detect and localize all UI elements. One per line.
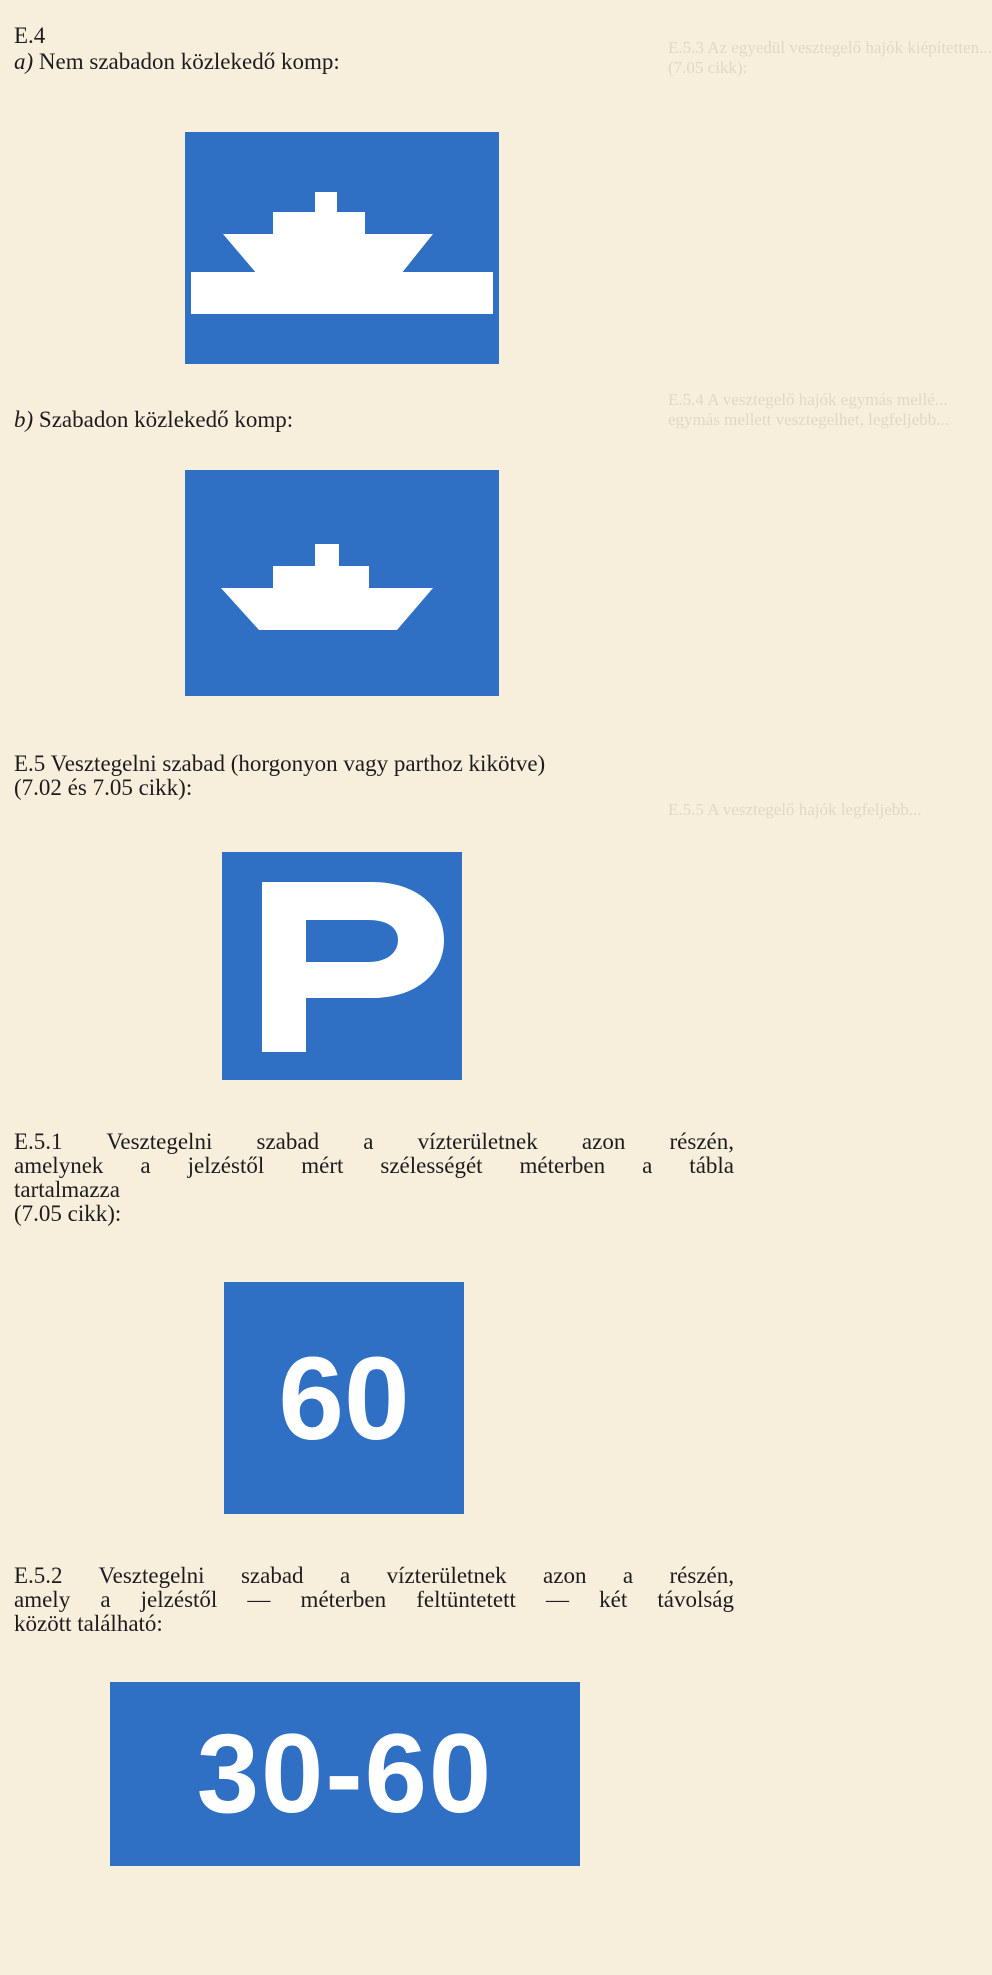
e4a-caption <box>14 50 340 74</box>
sign-anchoring-distance-range <box>110 1682 580 1866</box>
e51-line4: (7.05 cikk): <box>14 1201 122 1226</box>
e5-line2: (7.02 és 7.05 cikk): <box>14 775 193 800</box>
e4b-caption <box>14 408 293 432</box>
ghost-text-5: E.5.5 A vesztegelő hajók legfeljebb... <box>668 800 922 819</box>
e51-line1: E.5.1 Vesztegelni szabad a vízterületnek azon részén, <box>14 1129 734 1154</box>
sign-free-ferry <box>185 470 499 696</box>
ghost-text-1: E.5.3 Az egyedül vesztegelő hajók kiépítetten... <box>668 38 992 57</box>
ferry-cabin-shape <box>273 566 369 588</box>
e4a-text: Nem szabadon közlekedő komp: <box>38 49 340 74</box>
ghost-text-3: E.5.4 A vesztegelő hajók egymás mellé... <box>668 390 948 409</box>
ferry-cable-band <box>191 272 493 314</box>
e51-line2: amelynek a jelzéstől mért szélességét méterben a tábla <box>14 1153 734 1178</box>
e52-line3: között található: <box>14 1611 163 1636</box>
heading-e4: E.4 <box>14 23 46 48</box>
parking-p-glyph <box>262 882 444 1052</box>
e51-line3: tartalmazza <box>14 1177 120 1202</box>
sign-non-free-ferry <box>185 132 499 364</box>
e4b-label: b) <box>14 407 34 432</box>
ghost-text-2: (7.05 cikk): <box>668 58 748 77</box>
e4b-text: Szabadon közlekedő komp: <box>38 407 294 432</box>
ferry-cabin-shape <box>273 212 363 234</box>
ferry-hull-shape <box>221 588 433 630</box>
e4a-label: a) <box>14 49 34 74</box>
e52-line2: amely a jelzéstől — méterben feltüntetett — két távolság <box>14 1587 734 1612</box>
e5-line1: E.5 Vesztegelni szabad (horgonyon vagy parthoz kikötve) <box>14 751 546 776</box>
sign-number-30-60: 30-60 <box>196 1711 494 1836</box>
sign-anchoring-permitted <box>222 852 462 1080</box>
sign-number-60: 60 <box>278 1333 410 1465</box>
e52-line1: E.5.2 Vesztegelni szabad a vízterületnek azon a részén, <box>14 1563 734 1588</box>
sign-anchoring-width-60 <box>224 1282 464 1514</box>
ghost-text-4: egymás mellett vesztegelhet, legfeljebb... <box>668 410 949 429</box>
